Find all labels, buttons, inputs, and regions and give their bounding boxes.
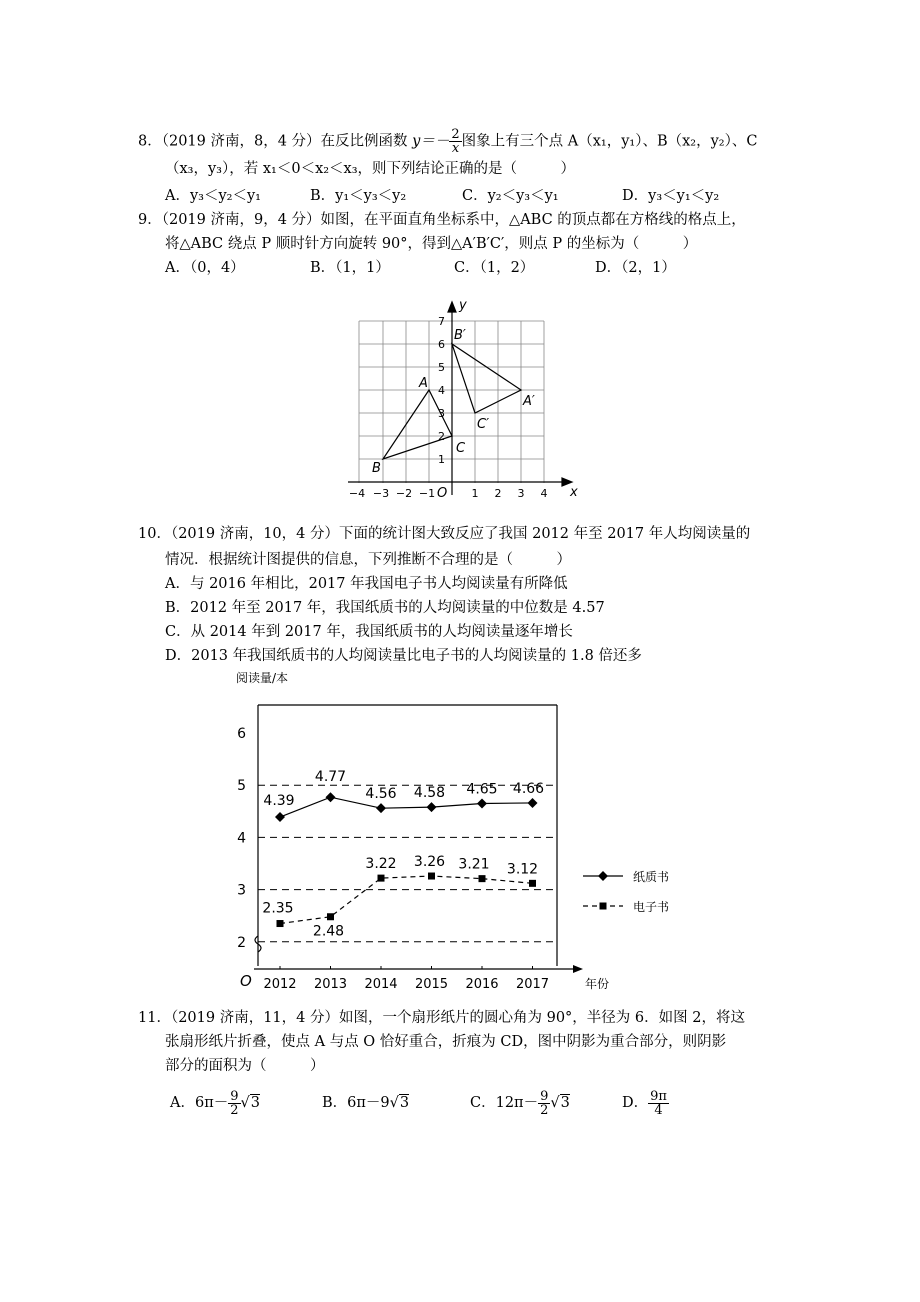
y-tick: 7 [438,315,445,328]
q10-reading-chart [225,668,705,998]
point-label-c-prime: C′ [477,417,490,432]
data-point-square [378,875,385,882]
data-label: 2.35 [262,900,294,917]
data-label: 3.22 [365,856,397,873]
x-tick: −3 [372,487,390,500]
x-tick-label: 2012 [263,977,297,992]
x-axis-arrow [573,965,583,973]
y-tick-label: 4 [237,830,246,847]
q10-option-c: C．从 2014 年到 2017 年，我国纸质书的人均阅读量逐年增长 [165,624,573,640]
x-tick: −1 [418,487,436,500]
y-axis-arrow [448,302,456,312]
x-tick: 4 [540,487,548,500]
point-label-b-prime: B′ [454,328,466,343]
q9-line2: 将△ABC 绕点 P 顺时针方向旋转 90°，得到△A′B′C′，则点 P 的坐标为（ ） [165,236,698,252]
q11-option-a: A．6π－ $\frac{9}{2}$ √3 [170,1088,261,1118]
q11-option-c: C．12π－ $\frac{9}{2}$ √3 [470,1088,570,1118]
x-tick-label: 2015 [414,977,449,992]
q11-line1: 11．（2019 济南，11，4 分）如图，一个扇形纸片的圆心角为 90°，半径为 6．如图 2，将这 [138,1010,745,1026]
q10-line2: 情况．根据统计图提供的信息，下列推断不合理的是（ ） [165,552,571,568]
q11-option-b: B．6π－9√3 [322,1095,410,1111]
y-tick: 6 [438,338,445,351]
y-tick: 4 [438,384,445,397]
q8-suffix: 图象上有三个点 A（x₁，y₁）、B（x₂，y₂）、C [461,133,758,150]
data-label: 3.21 [458,856,490,873]
q9-option-a: A．（0，4） [165,260,245,276]
data-label: 4.39 [263,793,295,810]
data-label: 4.56 [365,786,397,803]
y-tick: 5 [438,361,445,374]
y-axis-label: y [459,298,467,313]
y-tick-label: 2 [237,934,246,951]
x-tick-label: 2013 [313,977,348,992]
q10-line1: 10．（2019 济南，10，4 分）下面的统计图大致反应了我国 2012 年至 2017 年人均阅读量的 [138,526,751,542]
legend-marker-square [600,903,607,910]
q8-prefix: 8．（2019 济南，8，4 分）在反比例函数 [138,133,413,150]
triangle-abc [383,390,452,459]
y-tick-label: 5 [237,778,246,795]
x-tick: −2 [395,487,413,500]
data-point-square [479,875,486,882]
q8-option-b: B．y₁＜y₃＜y₂ [310,188,407,204]
data-label: 4.58 [413,785,446,802]
data-point-square [428,873,435,880]
x-tick: 2 [494,487,502,500]
y-tick: 1 [438,453,445,466]
q9-option-d: D．（2，1） [595,260,676,276]
x-tick: −4 [348,487,366,500]
data-label: 2.48 [312,923,345,940]
data-point-diamond [477,798,487,808]
x-tick: 3 [517,487,525,500]
q10-option-b: B．2012 年至 2017 年，我国纸质书的人均阅读量的中位数是 4.57 [165,600,605,616]
point-label-a: A [419,376,428,391]
x-tick-label: 2017 [515,977,550,992]
data-label: 4.66 [512,780,545,797]
origin-label: O [437,486,448,501]
q9-option-b: B．（1，1） [310,260,390,276]
data-label: 4.65 [466,781,498,798]
data-label: 4.77 [314,769,347,786]
data-point-diamond [427,802,437,812]
q9-option-c: C．（1，2） [454,260,535,276]
q11-option-d: D． $\frac{9\pi}{4}$ [622,1088,667,1118]
q10-option-a: A．与 2016 年相比，2017 年我国电子书人均阅读量有所降低 [165,576,568,592]
q8-fraction: $\frac{2}{x}$ [451,127,460,156]
y-axis-title: 阅读量/本 [236,671,289,685]
data-label: 3.12 [506,861,539,878]
x-tick-label: 2014 [364,977,398,992]
series-line-paper [280,797,533,817]
y-tick-label: 6 [237,726,246,742]
q11-line3: 部分的面积为（ ） [165,1058,325,1074]
legend-marker-diamond [598,871,608,881]
triangle-a1b1c1 [452,344,521,413]
x-axis-title: 年份 [585,977,610,991]
x-axis-label: x [570,485,578,500]
y-tick: 2 [438,430,445,443]
x-tick: 1 [471,487,479,500]
series-line-ebook [280,876,533,924]
y-tick: 3 [438,407,445,420]
q8-func-lhs: y＝－ [412,133,450,150]
q8-line1 [138,128,757,155]
q8-line2: （x₃，y₃），若 x₁＜0＜x₂＜x₃，则下列结论正确的是（ ） [165,161,576,177]
legend-label: 纸质书 [633,870,670,884]
q11-line2: 张扇形纸片折叠，使点 A 与点 O 恰好重合，折痕为 CD，图中阴影为重合部分，则阴影 [165,1034,727,1050]
q10-option-d: D．2013 年我国纸质书的人均阅读量比电子书的人均阅读量的 1.8 倍还多 [165,648,642,664]
q9-line1: 9．（2019 济南，9，4 分）如图，在平面直角坐标系中，△ABC 的顶点都在方格线的格点上， [138,212,746,228]
data-point-square [327,913,334,920]
q9-coordinate-figure [330,295,590,510]
data-point-diamond [528,798,538,808]
q8-option-d: D．y₃＜y₁＜y₂ [622,188,720,204]
data-point-diamond [376,803,386,813]
x-tick-label: 2016 [465,977,499,992]
data-point-square [529,880,536,887]
q8-option-a: A．y₃＜y₂＜y₁ [165,188,261,204]
legend-label: 电子书 [633,900,670,914]
data-point-diamond [275,812,285,822]
data-label: 3.26 [413,854,446,871]
point-label-c: C [456,441,466,456]
point-label-b: B [372,461,381,476]
q8-option-c: C．y₂＜y₃＜y₁ [462,188,559,204]
data-point-diamond [326,792,336,802]
point-label-a-prime: A′ [523,394,535,409]
y-tick-label: 3 [237,882,246,899]
origin-label: O [240,972,252,990]
data-point-square [277,920,284,927]
